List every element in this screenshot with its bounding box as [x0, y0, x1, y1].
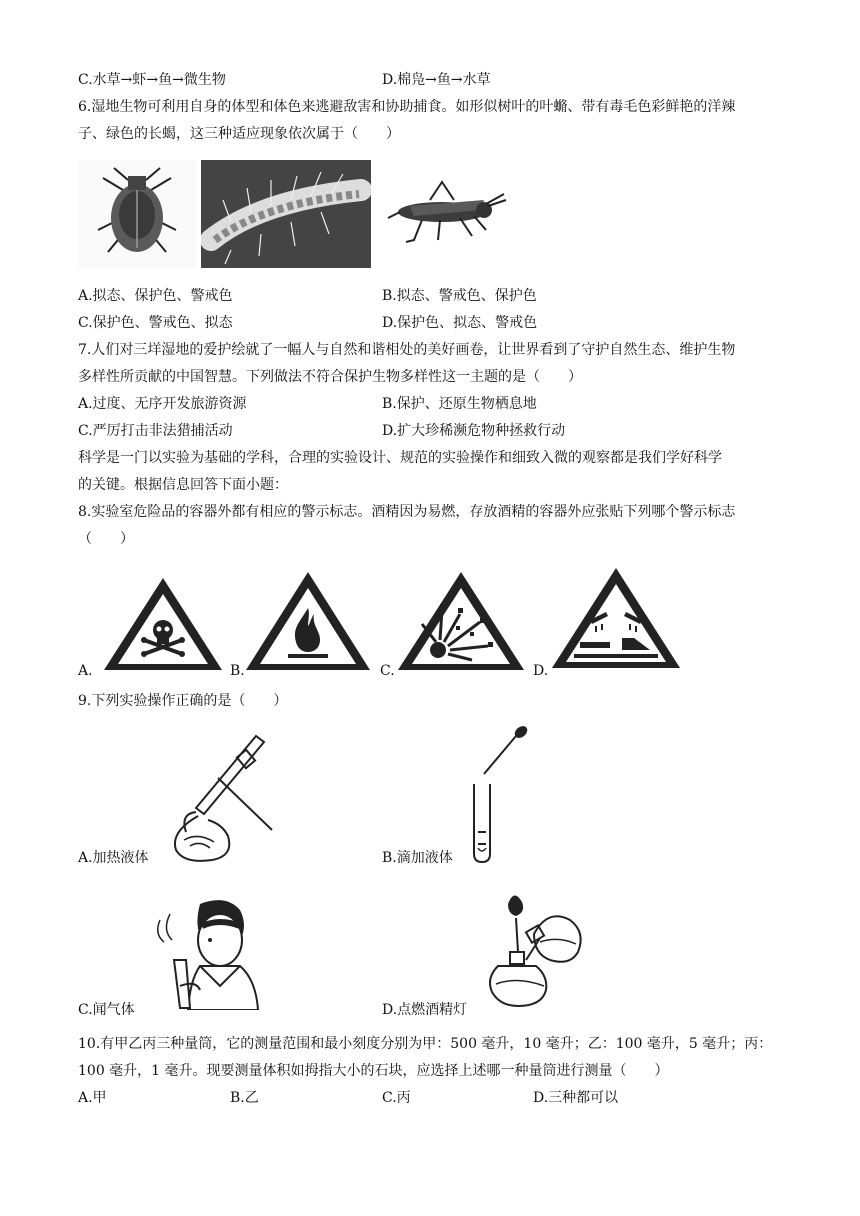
- q10-option-b: B.乙: [230, 1090, 259, 1106]
- q10-option-c: C.丙: [382, 1090, 411, 1106]
- q7-stem-line2: 多样性所贡献的中国智慧。下列做法不符合保护生物多样性这一主题的是（ ）: [78, 369, 582, 385]
- caterpillar-photo: [201, 160, 371, 268]
- q8-stem-line1: 8.实验室危险品的容器外都有相应的警示标志。酒精因为易燃，存放酒精的容器外应张贴下列哪个警示标志: [78, 504, 736, 520]
- toxic-skull-sign: [100, 574, 226, 674]
- explosive-sign: [396, 570, 526, 674]
- q8-option-b-label: B.: [230, 663, 245, 679]
- q9-option-d: D.点燃酒精灯: [382, 1002, 468, 1018]
- q6-option-c: C.保护色、警戒色、拟态: [78, 315, 233, 331]
- q5-option-c: C.水草→虾→鱼→微生物: [78, 72, 226, 88]
- q10-stem-line1: 10.有甲乙丙三种量筒，它的测量范围和最小刻度分别为甲：500 毫升，10 毫升；乙：100 毫升，5 毫升；丙：: [78, 1036, 773, 1052]
- flammable-flame-sign: [244, 570, 372, 674]
- q7-option-c: C.严厉打击非法猎捕活动: [78, 423, 233, 439]
- q6-stem-line2: 子、绿色的长蝎，这三种适应现象依次属于（ ）: [78, 126, 400, 142]
- dropping-liquid-figure: [464, 722, 534, 864]
- q7-option-a: A.过度、无序开发旅游资源: [78, 396, 247, 412]
- q10-stem-line2: 100 毫升，1 毫升。现要测量体积如拇指大小的石块，应选择上述哪一种量筒进行测量（ ）: [78, 1063, 669, 1079]
- q6-option-b: B.拟态、警戒色、保护色: [382, 288, 537, 304]
- smelling-gas-figure: [140, 890, 260, 1010]
- q9-option-c: C.闻气体: [78, 1002, 135, 1018]
- lighting-lamp-figure: [478, 888, 588, 1010]
- q7-option-b: B.保护、还原生物栖息地: [382, 396, 537, 412]
- corrosive-sign: [550, 566, 682, 672]
- q8-stem-line2: （ ）: [78, 531, 134, 547]
- q6-stem-line1: 6.湿地生物可利用自身的体型和体色来逃避敌害和协助捕食。如形似树叶的叶䗛、带有毒毛色彩鲜艳的洋辣: [78, 99, 736, 115]
- q8-option-d-label: D.: [533, 663, 549, 679]
- q8-option-c-label: C.: [380, 663, 395, 679]
- q10-option-d: D.三种都可以: [533, 1090, 619, 1106]
- q9-stem: 9.下列实验操作正确的是（ ）: [78, 693, 288, 709]
- section-intro-line2: 的关键。根据信息回答下面小题：: [78, 477, 288, 493]
- q7-stem-line1: 7.人们对三垟湿地的爱护绘就了一幅人与自然和谐相处的美好画卷，让世界看到了守护自然生态、维护生物: [78, 342, 736, 358]
- q6-option-a: A.拟态、保护色、警戒色: [78, 288, 233, 304]
- q10-option-a: A.甲: [78, 1090, 107, 1106]
- q5-option-d: D.棉凫→鱼→水草: [382, 72, 491, 88]
- leaf-insect-photo: [78, 160, 196, 268]
- heating-liquid-figure: [160, 732, 276, 864]
- q9-option-a: A.加热液体: [78, 850, 149, 866]
- q8-option-a-label: A.: [78, 663, 93, 679]
- q7-option-d: D.扩大珍稀濒危物种拯救行动: [382, 423, 566, 439]
- q6-option-d: D.保护色、拟态、警戒色: [382, 315, 538, 331]
- q9-option-b: B.滴加液体: [382, 850, 453, 866]
- locust-photo: [380, 160, 510, 268]
- section-intro-line1: 科学是一门以实验为基础的学科，合理的实验设计、规范的实验操作和细致入微的观察都是我们学好科学: [78, 450, 722, 466]
